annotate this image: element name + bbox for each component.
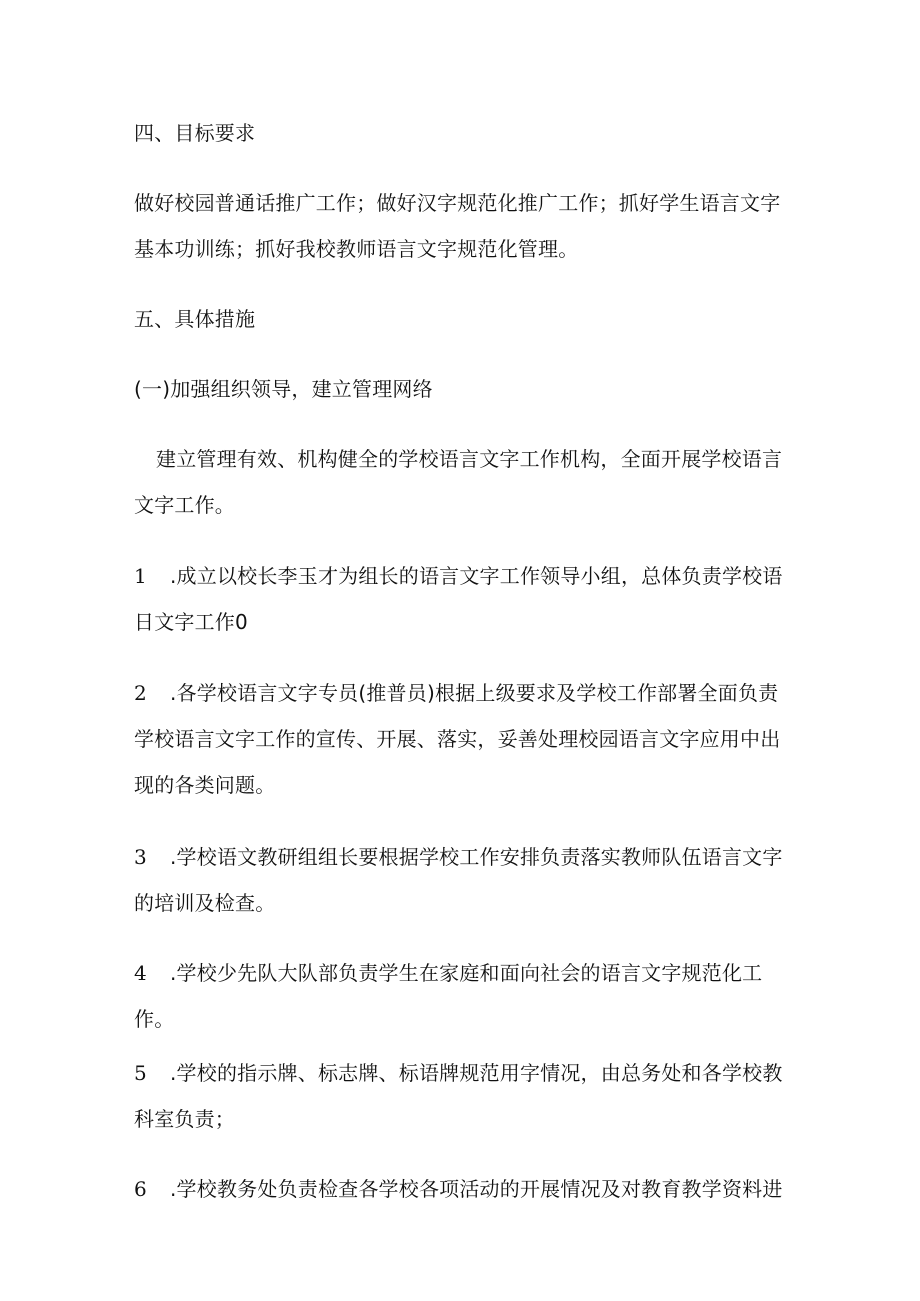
section-heading-measures: 五、具体措施 xyxy=(134,307,256,331)
list-item xyxy=(134,1166,796,1212)
list-item-number: 1 xyxy=(134,564,147,588)
list-item-number: 3 xyxy=(134,845,147,869)
list-item-number: 6 xyxy=(134,1177,147,1201)
subheading-organization: (一)加强组织领导，建立管理网络 xyxy=(134,377,433,401)
list-item xyxy=(134,553,796,645)
goals-paragraph: 做好校园普通话推广工作；做好汉字规范化推广工作；抓好学生语言文字基本功训练；抓好我校教师语言文字规范化管理。 xyxy=(134,191,781,261)
list-item-number: 5 xyxy=(134,1061,147,1085)
list-item-number: 4 xyxy=(134,961,147,985)
list-item-text: .成立以校长李玉才为组长的语言文字工作领导小组，总体负责学校语日文字工作0 xyxy=(134,564,783,634)
list-item xyxy=(134,834,796,926)
list-item xyxy=(134,1050,796,1142)
list-item-number: 2 xyxy=(134,681,147,705)
intro-paragraph: 建立管理有效、机构健全的学校语言文字工作机构，全面开展学校语言文字工作。 xyxy=(134,447,783,517)
list-item-text: .各学校语言文字专员(推普员)根据上级要求及学校工作部署全面负责学校语言文字工作的宣传、开展、落实，妥善处理校园语言文字应用中出现的各类问题。 xyxy=(134,681,781,797)
list-item-text: .学校语文教研组组长要根据学校工作安排负责落实教师队伍语言文字的培训及检查。 xyxy=(134,845,783,915)
list-item xyxy=(134,950,796,1042)
list-item xyxy=(134,670,796,808)
list-item-text: .学校教务处负责检查各学校各项活动的开展情况及对教育教学资料进 xyxy=(170,1177,783,1201)
section-heading-goals: 四、目标要求 xyxy=(134,121,256,145)
list-item-text: .学校少先队大队部负责学生在家庭和面向社会的语言文字规范化工作。 xyxy=(134,961,763,1031)
list-item-text: .学校的指示牌、标志牌、标语牌规范用字情况，由总务处和各学校教科室负责； xyxy=(134,1061,783,1131)
